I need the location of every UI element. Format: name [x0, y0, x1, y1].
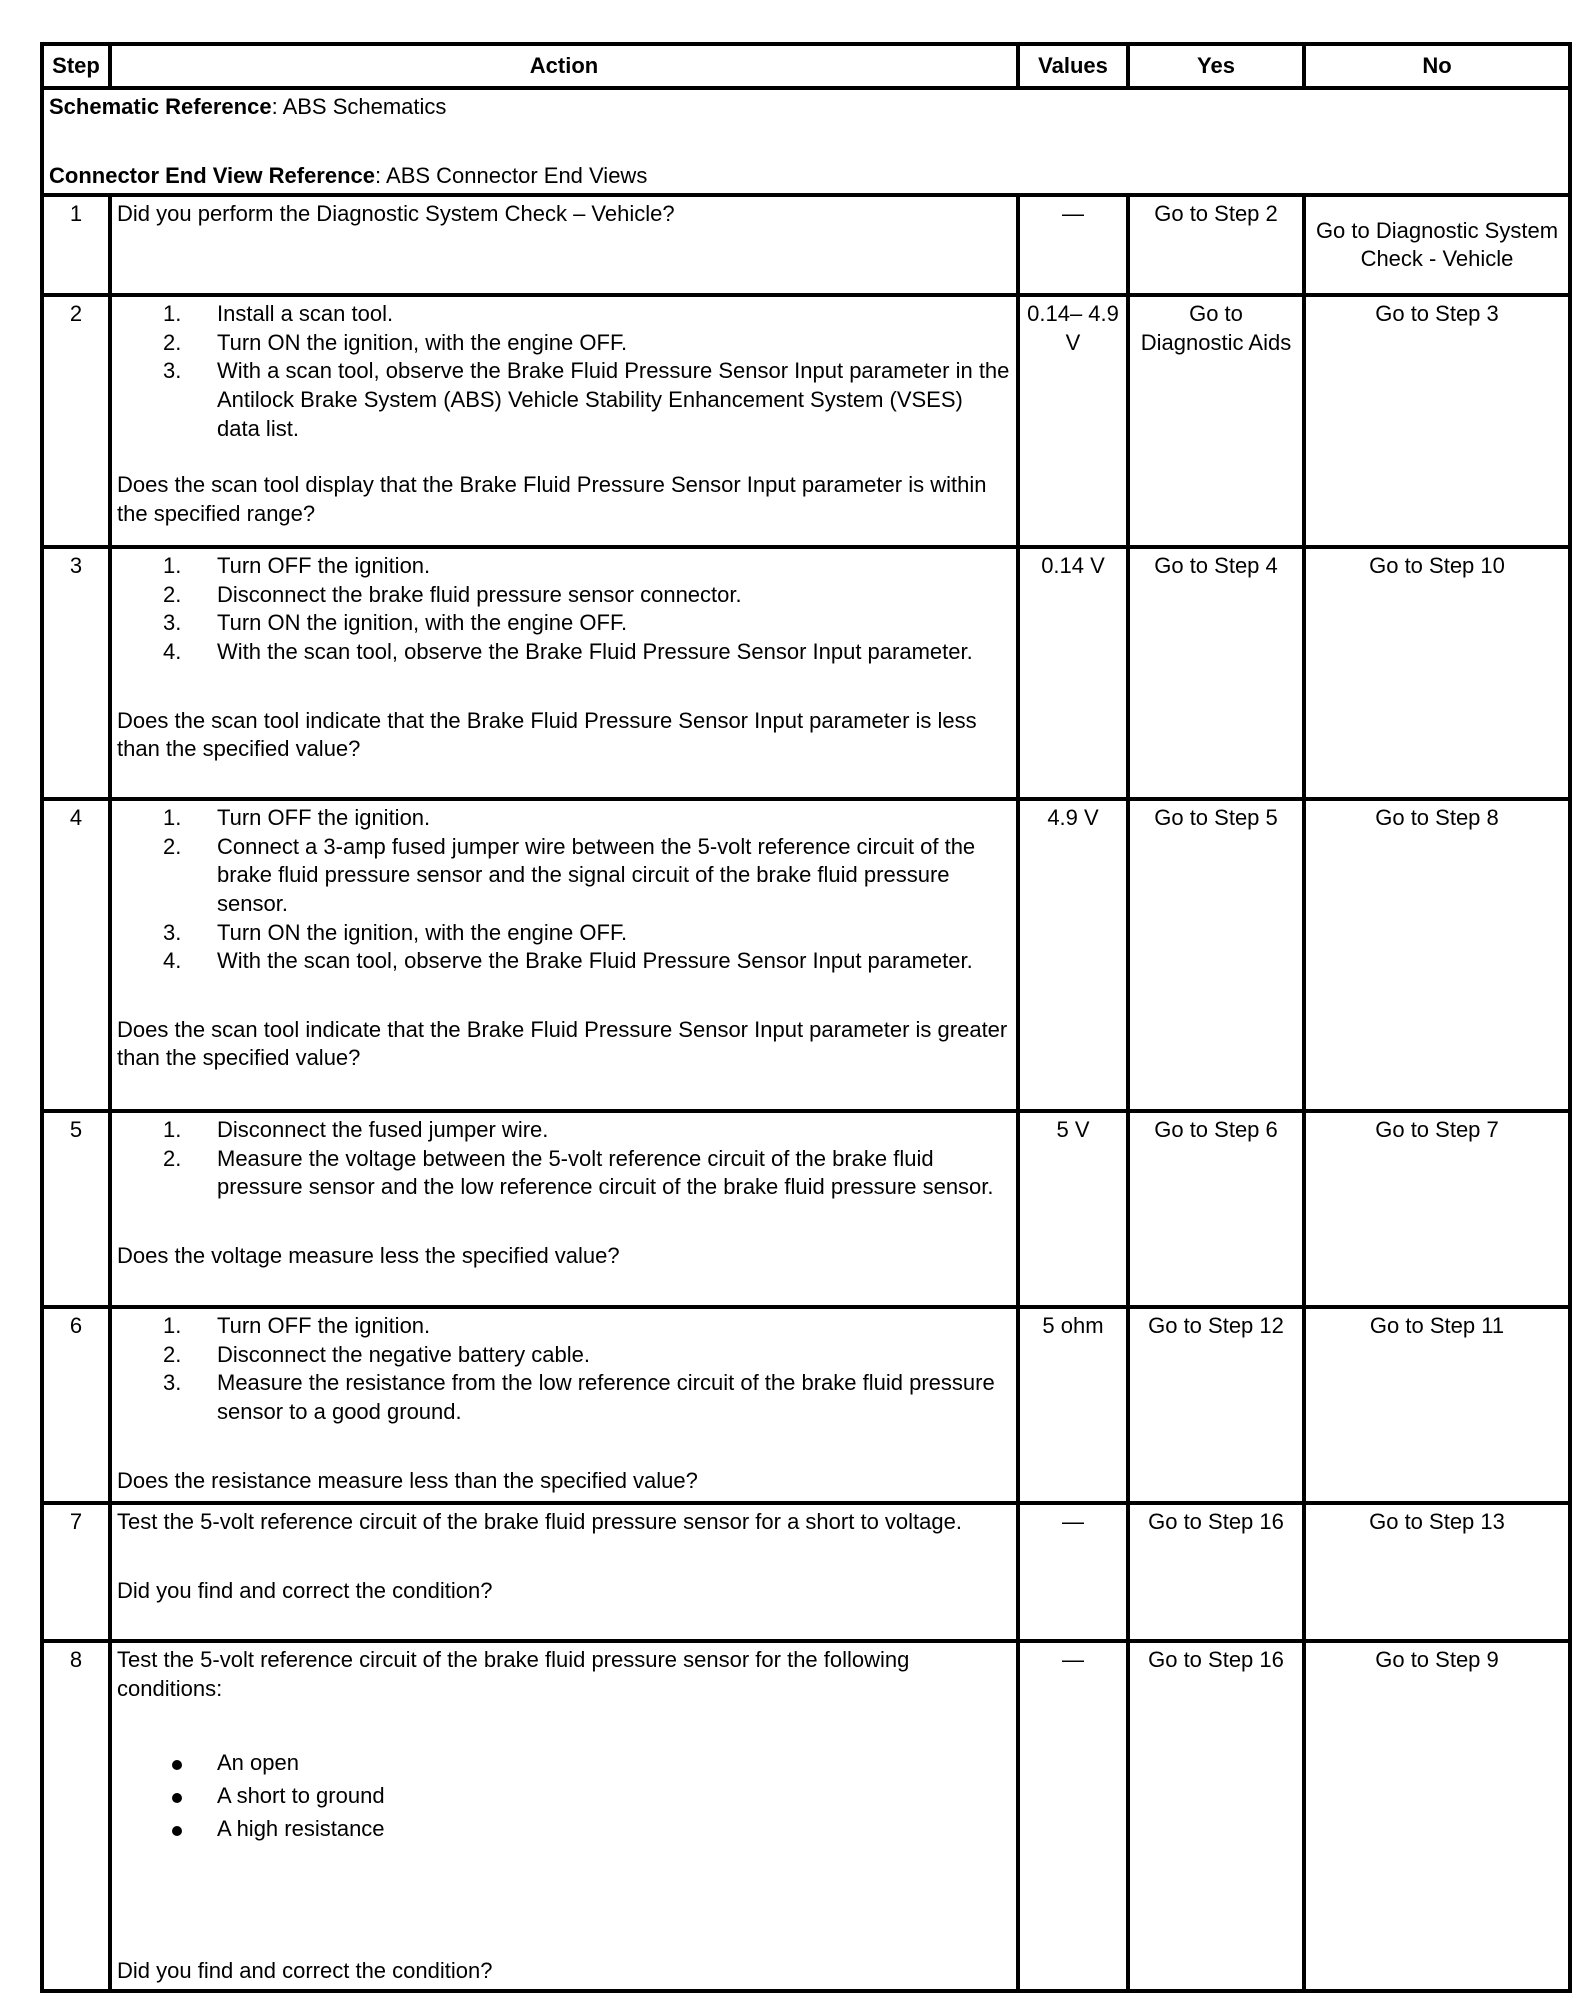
procedure-list	[117, 1116, 1011, 1202]
list-item: 2. Disconnect the brake fluid pressure sensor connector.	[163, 581, 742, 607]
list-item: 1. Turn OFF the ignition.	[163, 805, 431, 831]
procedure-list	[117, 300, 1011, 443]
list-item: 1. Install a scan tool.	[163, 301, 394, 327]
value-cell: 5 V	[1018, 1111, 1128, 1307]
value-cell: 0.14 V	[1018, 547, 1128, 799]
connector-reference	[49, 162, 1563, 191]
schematic-reference-value: : ABS Schematics	[271, 94, 447, 119]
yes-cell: Go to Step 6	[1128, 1111, 1304, 1307]
no-cell: Go to Step 7	[1304, 1111, 1570, 1307]
action-cell	[110, 547, 1018, 799]
step-number: 2	[42, 295, 110, 547]
header-row	[42, 44, 1570, 88]
table-row	[42, 547, 1570, 799]
step-number: 6	[42, 1307, 110, 1503]
list-item: 3. Turn ON the ignition, with the engine OFF.	[163, 919, 628, 945]
table-row	[42, 1111, 1570, 1307]
table-row	[42, 195, 1570, 295]
bullet-icon	[172, 1826, 182, 1836]
step-number: 5	[42, 1111, 110, 1307]
schematic-reference	[49, 93, 1563, 122]
schematic-reference-label: Schematic Reference	[49, 94, 272, 119]
yes-cell: Go to Step 4	[1128, 547, 1304, 799]
list-item: 2. Connect a 3-amp fused jumper wire between the 5-volt reference circuit of the brake fluid pressure sensor and the signal circuit of the brake fluid pressure sensor.	[163, 833, 976, 916]
question-text: Did you find and correct the condition?	[117, 1958, 493, 1984]
value-cell: —	[1018, 1503, 1128, 1641]
header-values: Values	[1018, 44, 1128, 88]
header-no: No	[1304, 44, 1570, 88]
yes-cell: Go to Step 16	[1128, 1503, 1304, 1641]
action-text: Did you perform the Diagnostic System Check – Vehicle?	[117, 201, 675, 227]
procedure-list	[117, 1312, 1011, 1426]
connector-reference-label: Connector End View Reference	[49, 162, 376, 188]
list-item: 1. Turn OFF the ignition.	[163, 1313, 431, 1339]
list-item: 3. Turn ON the ignition, with the engine OFF.	[163, 610, 628, 636]
question-text: Did you find and correct the condition?	[117, 1577, 493, 1603]
no-cell: Go to Step 13	[1304, 1503, 1570, 1641]
list-item: 3. With a scan tool, observe the Brake Fluid Pressure Sensor Input parameter in the Antilock Brake System (ABS) Vehicle Stability Enhancement System (VSES) data list.	[163, 358, 1010, 441]
header-yes: Yes	[1128, 44, 1304, 88]
table-row	[42, 1503, 1570, 1641]
step-number: 7	[42, 1503, 110, 1641]
list-item: 1. Disconnect the fused jumper wire.	[163, 1117, 549, 1143]
list-item: 2. Turn ON the ignition, with the engine OFF.	[163, 329, 628, 355]
yes-cell: Go to Diagnostic Aids	[1128, 295, 1304, 547]
table-row	[42, 295, 1570, 547]
references-cell	[42, 88, 1570, 195]
diagnostic-table	[40, 42, 1572, 1993]
no-cell: Go to Step 10	[1304, 547, 1570, 799]
value-cell: —	[1018, 1641, 1128, 1991]
no-cell: Go to Step 11	[1304, 1307, 1570, 1503]
list-item: 3. Measure the resistance from the low reference circuit of the brake fluid pressure sensor to a good ground.	[163, 1370, 995, 1424]
no-cell: Go to Step 8	[1304, 799, 1570, 1111]
yes-cell: Go to Step 12	[1128, 1307, 1304, 1503]
step-number: 3	[42, 547, 110, 799]
no-cell: Go to Step 9	[1304, 1641, 1570, 1991]
list-item: 4. With the scan tool, observe the Brake Fluid Pressure Sensor Input parameter.	[163, 948, 973, 974]
action-cell	[110, 1503, 1018, 1641]
diagnostic-page	[40, 42, 1568, 1993]
action-cell	[110, 799, 1018, 1111]
list-item: 2. Disconnect the negative battery cable.	[163, 1341, 591, 1367]
bullet-icon	[172, 1793, 182, 1803]
header-step: Step	[42, 44, 110, 88]
question-text: Does the scan tool indicate that the Brake Fluid Pressure Sensor Input parameter is greater than the specified value?	[117, 1016, 1008, 1071]
table-row	[42, 799, 1570, 1111]
value-cell: 5 ohm	[1018, 1307, 1128, 1503]
action-text: Test the 5-volt reference circuit of the brake fluid pressure sensor for a short to voltage.	[117, 1509, 962, 1535]
list-item: A short to ground	[117, 1782, 1011, 1811]
no-cell: Go to Step 3	[1304, 295, 1570, 547]
step-number: 4	[42, 799, 110, 1111]
list-item: 4. With the scan tool, observe the Brake Fluid Pressure Sensor Input parameter.	[163, 638, 973, 664]
step-number: 8	[42, 1641, 110, 1991]
procedure-list	[117, 552, 1011, 666]
action-cell	[110, 1111, 1018, 1307]
table-row	[42, 1641, 1570, 1991]
no-cell: Go to Diagnostic System Check - Vehicle	[1304, 195, 1570, 295]
list-item: 1. Turn OFF the ignition.	[163, 553, 431, 579]
action-cell	[110, 295, 1018, 547]
list-item: 2. Measure the voltage between the 5-volt reference circuit of the brake fluid pressure sensor and the low reference circuit of the brake fluid pressure sensor.	[163, 1145, 994, 1200]
procedure-list	[117, 804, 1011, 976]
value-cell: 4.9 V	[1018, 799, 1128, 1111]
list-item: An open	[117, 1749, 1011, 1778]
question-text: Does the resistance measure less than the specified value?	[117, 1467, 698, 1493]
yes-cell: Go to Step 16	[1128, 1641, 1304, 1991]
action-cell	[110, 1641, 1018, 1991]
value-cell: —	[1018, 195, 1128, 295]
action-cell	[110, 1307, 1018, 1503]
table-row	[42, 1307, 1570, 1503]
value-cell: 0.14– 4.9 V	[1018, 295, 1128, 547]
condition-list	[117, 1749, 1011, 1843]
action-cell	[110, 195, 1018, 295]
question-text: Does the voltage measure less the specified value?	[117, 1242, 620, 1268]
question-text: Does the scan tool display that the Brake Fluid Pressure Sensor Input parameter is within the specified range?	[117, 472, 987, 526]
references-row	[42, 88, 1570, 195]
header-action: Action	[110, 44, 1018, 88]
yes-cell: Go to Step 2	[1128, 195, 1304, 295]
connector-reference-value: : ABS Connector End Views	[375, 162, 648, 188]
action-text: Test the 5-volt reference circuit of the brake fluid pressure sensor for the following conditions:	[117, 1647, 910, 1701]
bullet-icon	[172, 1760, 182, 1770]
list-item: A high resistance	[117, 1815, 1011, 1844]
yes-cell: Go to Step 5	[1128, 799, 1304, 1111]
question-text: Does the scan tool indicate that the Brake Fluid Pressure Sensor Input parameter is less than the specified value?	[117, 707, 977, 762]
step-number: 1	[42, 195, 110, 295]
